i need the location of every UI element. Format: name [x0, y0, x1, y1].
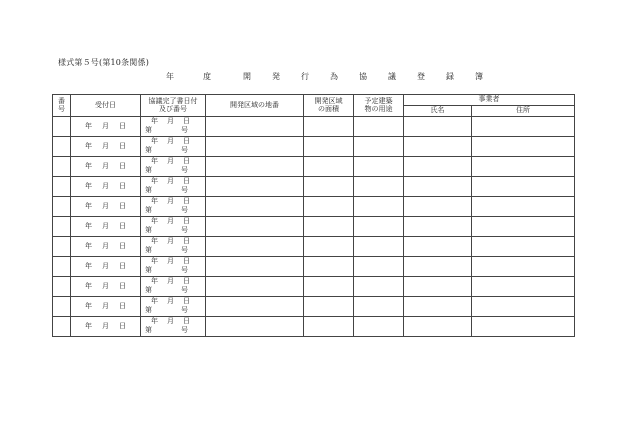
month-label: 月	[167, 276, 174, 285]
dai-label: 第	[145, 125, 152, 134]
year-label: 年	[151, 316, 158, 325]
month-label: 月	[167, 296, 174, 305]
year-label: 年	[85, 261, 92, 270]
lot-number-cell[interactable]	[206, 157, 304, 177]
header-developer-name: 氏名	[404, 106, 472, 117]
received-date-cell[interactable]	[71, 117, 141, 137]
developer-name-cell[interactable]	[404, 177, 472, 197]
dai-label: 第	[145, 165, 152, 174]
year-label: 年	[85, 241, 92, 250]
area-cell[interactable]	[304, 277, 354, 297]
year-label: 年	[151, 236, 158, 245]
received-date-cell[interactable]	[71, 197, 141, 217]
day-label: 日	[183, 136, 190, 145]
developer-name-cell[interactable]	[404, 217, 472, 237]
year-label: 年	[85, 281, 92, 290]
form-number: 様式第５号(第10条関係)	[58, 58, 150, 67]
year-label: 年	[85, 321, 92, 330]
row-number[interactable]	[53, 237, 71, 257]
area-cell[interactable]	[304, 197, 354, 217]
month-label: 月	[102, 281, 109, 290]
row-number[interactable]	[53, 177, 71, 197]
row-number[interactable]	[53, 157, 71, 177]
year-label: 年	[85, 301, 92, 310]
table-row	[53, 177, 575, 197]
planned-use-cell[interactable]	[354, 157, 404, 177]
year-label: 年	[151, 296, 158, 305]
planned-use-cell[interactable]	[354, 257, 404, 277]
day-label: 日	[119, 161, 126, 170]
header-developer: 事業者	[404, 95, 575, 106]
month-label: 月	[167, 156, 174, 165]
lot-number-cell[interactable]	[206, 217, 304, 237]
developer-address-cell[interactable]	[472, 117, 575, 137]
month-label: 月	[167, 256, 174, 265]
area-cell[interactable]	[304, 317, 354, 337]
year-label: 年	[151, 196, 158, 205]
developer-address-cell[interactable]	[472, 277, 575, 297]
developer-address-cell[interactable]	[472, 297, 575, 317]
year-label: 年	[85, 201, 92, 210]
year-label: 年	[151, 116, 158, 125]
go-label: 号	[181, 265, 188, 274]
table-row	[53, 257, 575, 277]
planned-use-cell[interactable]	[354, 177, 404, 197]
go-label: 号	[181, 185, 188, 194]
planned-use-cell[interactable]	[354, 297, 404, 317]
registration-table	[52, 94, 575, 337]
table-row	[53, 317, 575, 337]
dai-label: 第	[145, 285, 152, 294]
area-cell[interactable]	[304, 117, 354, 137]
table-row	[53, 157, 575, 177]
month-label: 月	[102, 321, 109, 330]
dai-label: 第	[145, 225, 152, 234]
year-label: 年	[151, 216, 158, 225]
day-label: 日	[119, 201, 126, 210]
document-title	[0, 71, 630, 83]
year-label: 年	[85, 121, 92, 130]
received-date-cell[interactable]	[71, 237, 141, 257]
area-cell[interactable]	[304, 257, 354, 277]
developer-name-cell[interactable]	[404, 117, 472, 137]
completion-date-number-cell[interactable]	[141, 237, 206, 257]
go-label: 号	[181, 285, 188, 294]
completion-date-number-cell[interactable]	[141, 157, 206, 177]
year-label: 年	[151, 256, 158, 265]
lot-number-cell[interactable]	[206, 137, 304, 157]
day-label: 日	[183, 116, 190, 125]
year-label: 年	[151, 136, 158, 145]
received-date-cell[interactable]	[71, 217, 141, 237]
month-label: 月	[102, 161, 109, 170]
month-label: 月	[102, 241, 109, 250]
year-label: 年	[151, 176, 158, 185]
table-row	[53, 237, 575, 257]
go-label: 号	[181, 305, 188, 314]
header-area: 開発区域 の面積	[304, 95, 354, 117]
lot-number-cell[interactable]	[206, 197, 304, 217]
lot-number-cell[interactable]	[206, 117, 304, 137]
completion-date-number-cell[interactable]	[141, 117, 206, 137]
header-received-date: 受付日	[71, 95, 141, 117]
lot-number-cell[interactable]	[206, 237, 304, 257]
completion-date-number-cell[interactable]	[141, 137, 206, 157]
developer-address-cell[interactable]	[472, 317, 575, 337]
month-label: 月	[167, 316, 174, 325]
year-label: 年	[85, 141, 92, 150]
row-number[interactable]	[53, 317, 71, 337]
go-label: 号	[181, 165, 188, 174]
day-label: 日	[119, 181, 126, 190]
go-label: 号	[181, 125, 188, 134]
go-label: 号	[181, 245, 188, 254]
day-label: 日	[183, 176, 190, 185]
received-date-cell[interactable]	[71, 137, 141, 157]
area-cell[interactable]	[304, 157, 354, 177]
developer-address-cell[interactable]	[472, 137, 575, 157]
day-label: 日	[119, 121, 126, 130]
year-label: 年	[85, 181, 92, 190]
table-row	[53, 197, 575, 217]
received-date-cell[interactable]	[71, 257, 141, 277]
year-label: 年	[151, 276, 158, 285]
go-label: 号	[181, 325, 188, 334]
planned-use-cell[interactable]	[354, 137, 404, 157]
year-label: 年	[85, 161, 92, 170]
developer-name-cell[interactable]	[404, 237, 472, 257]
month-label: 月	[167, 116, 174, 125]
planned-use-cell[interactable]	[354, 317, 404, 337]
dai-label: 第	[145, 325, 152, 334]
developer-name-cell[interactable]	[404, 157, 472, 177]
day-label: 日	[183, 276, 190, 285]
lot-number-cell[interactable]	[206, 317, 304, 337]
table-row	[53, 117, 575, 137]
title-text: 開発行為協議登録簿	[243, 72, 504, 81]
developer-address-cell[interactable]	[472, 157, 575, 177]
completion-date-number-cell[interactable]	[141, 177, 206, 197]
month-label: 月	[167, 196, 174, 205]
completion-date-number-cell[interactable]	[141, 257, 206, 277]
row-number[interactable]	[53, 277, 71, 297]
day-label: 日	[119, 261, 126, 270]
day-label: 日	[119, 241, 126, 250]
month-label: 月	[167, 136, 174, 145]
table-row	[53, 277, 575, 297]
row-number[interactable]	[53, 137, 71, 157]
day-label: 日	[119, 301, 126, 310]
developer-address-cell[interactable]	[472, 177, 575, 197]
month-label: 月	[102, 141, 109, 150]
developer-name-cell[interactable]	[404, 137, 472, 157]
header-developer-address: 住所	[472, 106, 575, 117]
planned-use-cell[interactable]	[354, 277, 404, 297]
area-cell[interactable]	[304, 177, 354, 197]
day-label: 日	[183, 196, 190, 205]
completion-date-number-cell[interactable]	[141, 197, 206, 217]
dai-label: 第	[145, 265, 152, 274]
day-label: 日	[183, 256, 190, 265]
day-label: 日	[119, 141, 126, 150]
table-row	[53, 217, 575, 237]
go-label: 号	[181, 205, 188, 214]
table-row	[53, 137, 575, 157]
header-consultation-completed: 協議完了書日付 及び番号	[141, 95, 206, 117]
developer-address-cell[interactable]	[472, 237, 575, 257]
received-date-cell[interactable]	[71, 157, 141, 177]
day-label: 日	[119, 321, 126, 330]
go-label: 号	[181, 225, 188, 234]
day-label: 日	[119, 281, 126, 290]
day-label: 日	[183, 156, 190, 165]
title-do-label: 度	[203, 72, 211, 81]
day-label: 日	[183, 216, 190, 225]
received-date-cell[interactable]	[71, 297, 141, 317]
developer-name-cell[interactable]	[404, 297, 472, 317]
day-label: 日	[119, 221, 126, 230]
month-label: 月	[167, 176, 174, 185]
year-label: 年	[151, 156, 158, 165]
planned-use-cell[interactable]	[354, 197, 404, 217]
developer-address-cell[interactable]	[472, 217, 575, 237]
area-cell[interactable]	[304, 217, 354, 237]
dai-label: 第	[145, 245, 152, 254]
row-number[interactable]	[53, 257, 71, 277]
developer-name-cell[interactable]	[404, 317, 472, 337]
developer-address-cell[interactable]	[472, 197, 575, 217]
row-number[interactable]	[53, 217, 71, 237]
completion-date-number-cell[interactable]	[141, 217, 206, 237]
planned-use-cell[interactable]	[354, 117, 404, 137]
go-label: 号	[181, 145, 188, 154]
day-label: 日	[183, 316, 190, 325]
lot-number-cell[interactable]	[206, 257, 304, 277]
received-date-cell[interactable]	[71, 277, 141, 297]
month-label: 月	[102, 201, 109, 210]
header-planned-use: 予定建築 物の用途	[354, 95, 404, 117]
dai-label: 第	[145, 145, 152, 154]
received-date-cell[interactable]	[71, 317, 141, 337]
month-label: 月	[102, 121, 109, 130]
day-label: 日	[183, 296, 190, 305]
header-lot-number: 開発区域の地番	[206, 95, 304, 117]
day-label: 日	[183, 236, 190, 245]
dai-label: 第	[145, 205, 152, 214]
table-row	[53, 297, 575, 317]
completion-date-number-cell[interactable]	[141, 317, 206, 337]
developer-name-cell[interactable]	[404, 197, 472, 217]
month-label: 月	[167, 216, 174, 225]
received-date-cell[interactable]	[71, 177, 141, 197]
area-cell[interactable]	[304, 137, 354, 157]
area-cell[interactable]	[304, 297, 354, 317]
row-number[interactable]	[53, 117, 71, 137]
planned-use-cell[interactable]	[354, 217, 404, 237]
completion-date-number-cell[interactable]	[141, 277, 206, 297]
month-label: 月	[102, 301, 109, 310]
developer-name-cell[interactable]	[404, 257, 472, 277]
title-year-label: 年	[166, 72, 174, 81]
lot-number-cell[interactable]	[206, 297, 304, 317]
year-label: 年	[85, 221, 92, 230]
lot-number-cell[interactable]	[206, 177, 304, 197]
row-number[interactable]	[53, 197, 71, 217]
header-number: 番 号	[53, 95, 71, 117]
month-label: 月	[102, 261, 109, 270]
month-label: 月	[167, 236, 174, 245]
planned-use-cell[interactable]	[354, 237, 404, 257]
dai-label: 第	[145, 305, 152, 314]
area-cell[interactable]	[304, 237, 354, 257]
month-label: 月	[102, 181, 109, 190]
lot-number-cell[interactable]	[206, 277, 304, 297]
dai-label: 第	[145, 185, 152, 194]
month-label: 月	[102, 221, 109, 230]
developer-name-cell[interactable]	[404, 277, 472, 297]
developer-address-cell[interactable]	[472, 257, 575, 277]
completion-date-number-cell[interactable]	[141, 297, 206, 317]
row-number[interactable]	[53, 297, 71, 317]
